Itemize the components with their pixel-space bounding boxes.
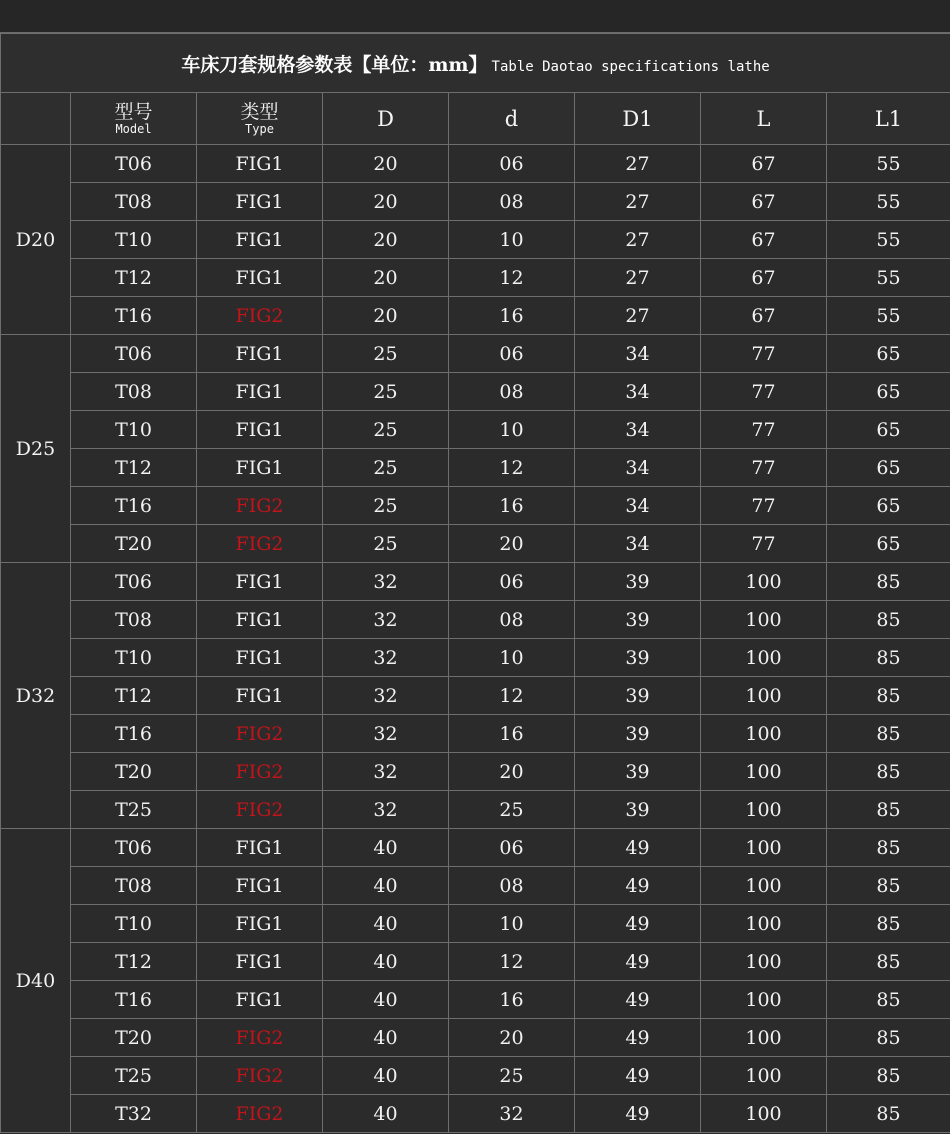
table-row xyxy=(1,1019,950,1057)
header-row xyxy=(1,93,950,145)
cell-d-upper: 40 xyxy=(323,829,449,867)
cell-d1-upper: 49 xyxy=(575,981,701,1019)
cell-type: FIG2 xyxy=(197,1095,323,1133)
cell-l1: 85 xyxy=(827,753,950,791)
cell-d: 20 xyxy=(449,753,575,791)
cell-model: T16 xyxy=(71,297,197,335)
cell-model: T20 xyxy=(71,753,197,791)
cell-type: FIG2 xyxy=(197,791,323,829)
cell-d-upper: 32 xyxy=(323,601,449,639)
cell-l: 100 xyxy=(701,829,827,867)
header-group xyxy=(1,93,71,145)
cell-d-upper: 25 xyxy=(323,411,449,449)
top-bar xyxy=(0,0,950,33)
cell-d1-upper: 27 xyxy=(575,297,701,335)
cell-d-upper: 20 xyxy=(323,297,449,335)
table-row xyxy=(1,639,950,677)
cell-model: T12 xyxy=(71,943,197,981)
cell-d: 08 xyxy=(449,601,575,639)
table-row xyxy=(1,867,950,905)
cell-model: T10 xyxy=(71,905,197,943)
cell-model: T32 xyxy=(71,1095,197,1133)
cell-l1: 85 xyxy=(827,867,950,905)
cell-d: 10 xyxy=(449,905,575,943)
header-type-zh: 类型 xyxy=(240,100,279,123)
cell-l1: 55 xyxy=(827,221,950,259)
cell-d-upper: 20 xyxy=(323,221,449,259)
group-label: D20 xyxy=(1,145,71,335)
table-row xyxy=(1,1095,950,1133)
table-row xyxy=(1,449,950,487)
cell-type: FIG2 xyxy=(197,753,323,791)
cell-d: 08 xyxy=(449,183,575,221)
table-row xyxy=(1,791,950,829)
cell-l: 100 xyxy=(701,981,827,1019)
cell-l1: 85 xyxy=(827,1095,950,1133)
cell-d-upper: 20 xyxy=(323,259,449,297)
table-row xyxy=(1,221,950,259)
cell-type: FIG1 xyxy=(197,221,323,259)
table-row xyxy=(1,563,950,601)
cell-model: T08 xyxy=(71,183,197,221)
cell-l1: 85 xyxy=(827,829,950,867)
spec-table xyxy=(0,33,950,1133)
cell-model: T20 xyxy=(71,1019,197,1057)
header-model xyxy=(71,93,197,145)
cell-model: T16 xyxy=(71,715,197,753)
cell-d: 06 xyxy=(449,335,575,373)
cell-d-upper: 32 xyxy=(323,715,449,753)
cell-model: T08 xyxy=(71,373,197,411)
cell-type: FIG1 xyxy=(197,411,323,449)
cell-d1-upper: 34 xyxy=(575,487,701,525)
table-row xyxy=(1,981,950,1019)
cell-type: FIG1 xyxy=(197,335,323,373)
title-zh: 车床刀套规格参数表【单位：mm】 xyxy=(181,53,488,76)
cell-model: T10 xyxy=(71,639,197,677)
cell-d1-upper: 49 xyxy=(575,905,701,943)
header-L1: L1 xyxy=(827,93,950,145)
cell-type: FIG1 xyxy=(197,639,323,677)
header-d: d xyxy=(449,93,575,145)
header-D: D xyxy=(323,93,449,145)
cell-type: FIG2 xyxy=(197,525,323,563)
title-row xyxy=(1,34,950,93)
cell-d: 10 xyxy=(449,639,575,677)
cell-type: FIG1 xyxy=(197,829,323,867)
cell-l: 100 xyxy=(701,563,827,601)
cell-d1-upper: 34 xyxy=(575,449,701,487)
cell-d: 10 xyxy=(449,411,575,449)
cell-d1-upper: 27 xyxy=(575,183,701,221)
table-row xyxy=(1,715,950,753)
cell-d1-upper: 49 xyxy=(575,1095,701,1133)
cell-l1: 85 xyxy=(827,563,950,601)
cell-d1-upper: 34 xyxy=(575,373,701,411)
cell-d-upper: 32 xyxy=(323,677,449,715)
cell-l: 100 xyxy=(701,677,827,715)
cell-l1: 55 xyxy=(827,259,950,297)
cell-d-upper: 25 xyxy=(323,335,449,373)
cell-l: 100 xyxy=(701,753,827,791)
header-type-en: Type xyxy=(245,121,274,136)
cell-l1: 65 xyxy=(827,525,950,563)
cell-type: FIG1 xyxy=(197,373,323,411)
cell-model: T12 xyxy=(71,259,197,297)
cell-d1-upper: 39 xyxy=(575,563,701,601)
cell-d1-upper: 49 xyxy=(575,867,701,905)
cell-l: 67 xyxy=(701,297,827,335)
cell-d-upper: 25 xyxy=(323,373,449,411)
cell-d-upper: 20 xyxy=(323,183,449,221)
header-D1: D1 xyxy=(575,93,701,145)
cell-d: 08 xyxy=(449,373,575,411)
cell-d: 10 xyxy=(449,221,575,259)
table-row xyxy=(1,1057,950,1095)
group-label: D25 xyxy=(1,335,71,563)
cell-model: T06 xyxy=(71,335,197,373)
cell-d: 12 xyxy=(449,449,575,487)
group-label: D40 xyxy=(1,829,71,1133)
cell-d: 12 xyxy=(449,677,575,715)
cell-d: 20 xyxy=(449,1019,575,1057)
cell-l1: 85 xyxy=(827,981,950,1019)
table-row xyxy=(1,753,950,791)
cell-l: 100 xyxy=(701,601,827,639)
cell-d: 08 xyxy=(449,867,575,905)
header-model-en: Model xyxy=(115,121,152,136)
cell-l1: 85 xyxy=(827,1019,950,1057)
cell-type: FIG1 xyxy=(197,943,323,981)
cell-type: FIG1 xyxy=(197,677,323,715)
table-row xyxy=(1,487,950,525)
cell-type: FIG2 xyxy=(197,297,323,335)
cell-d-upper: 25 xyxy=(323,487,449,525)
cell-d: 16 xyxy=(449,981,575,1019)
cell-type: FIG1 xyxy=(197,981,323,1019)
cell-l1: 65 xyxy=(827,449,950,487)
title-en: Table Daotao specifications lathe xyxy=(491,58,770,75)
cell-l: 77 xyxy=(701,335,827,373)
table-title xyxy=(1,34,950,93)
cell-model: T10 xyxy=(71,411,197,449)
cell-l1: 55 xyxy=(827,297,950,335)
cell-type: FIG1 xyxy=(197,183,323,221)
table-row xyxy=(1,905,950,943)
cell-type: FIG1 xyxy=(197,905,323,943)
cell-d: 20 xyxy=(449,525,575,563)
cell-l: 77 xyxy=(701,411,827,449)
cell-type: FIG1 xyxy=(197,259,323,297)
cell-l1: 65 xyxy=(827,335,950,373)
cell-d: 16 xyxy=(449,297,575,335)
cell-model: T25 xyxy=(71,791,197,829)
cell-d-upper: 32 xyxy=(323,791,449,829)
cell-l: 77 xyxy=(701,373,827,411)
cell-model: T12 xyxy=(71,449,197,487)
cell-l: 100 xyxy=(701,1019,827,1057)
cell-d1-upper: 39 xyxy=(575,715,701,753)
cell-d: 16 xyxy=(449,487,575,525)
cell-l: 77 xyxy=(701,487,827,525)
table-row xyxy=(1,297,950,335)
cell-l: 100 xyxy=(701,905,827,943)
cell-l: 67 xyxy=(701,183,827,221)
cell-l: 67 xyxy=(701,259,827,297)
cell-type: FIG2 xyxy=(197,1019,323,1057)
cell-d-upper: 40 xyxy=(323,905,449,943)
cell-d1-upper: 49 xyxy=(575,1057,701,1095)
cell-model: T06 xyxy=(71,829,197,867)
cell-l: 100 xyxy=(701,943,827,981)
cell-d1-upper: 39 xyxy=(575,639,701,677)
table-row xyxy=(1,183,950,221)
cell-d: 06 xyxy=(449,829,575,867)
table-row xyxy=(1,943,950,981)
cell-d: 12 xyxy=(449,259,575,297)
table-row xyxy=(1,525,950,563)
cell-d1-upper: 39 xyxy=(575,677,701,715)
cell-d-upper: 32 xyxy=(323,639,449,677)
cell-l: 77 xyxy=(701,525,827,563)
cell-d-upper: 40 xyxy=(323,1057,449,1095)
cell-d-upper: 40 xyxy=(323,981,449,1019)
cell-d-upper: 40 xyxy=(323,943,449,981)
cell-l: 67 xyxy=(701,145,827,183)
table-row xyxy=(1,259,950,297)
cell-d1-upper: 34 xyxy=(575,335,701,373)
cell-l1: 85 xyxy=(827,943,950,981)
cell-l1: 85 xyxy=(827,601,950,639)
table-row xyxy=(1,335,950,373)
cell-d-upper: 25 xyxy=(323,449,449,487)
cell-type: FIG2 xyxy=(197,487,323,525)
cell-model: T06 xyxy=(71,563,197,601)
cell-model: T08 xyxy=(71,601,197,639)
cell-type: FIG2 xyxy=(197,715,323,753)
cell-model: T16 xyxy=(71,981,197,1019)
cell-d1-upper: 39 xyxy=(575,791,701,829)
cell-l1: 55 xyxy=(827,183,950,221)
cell-l: 67 xyxy=(701,221,827,259)
cell-type: FIG2 xyxy=(197,1057,323,1095)
cell-l1: 55 xyxy=(827,145,950,183)
cell-l1: 85 xyxy=(827,639,950,677)
cell-d1-upper: 39 xyxy=(575,753,701,791)
cell-d-upper: 20 xyxy=(323,145,449,183)
cell-model: T25 xyxy=(71,1057,197,1095)
cell-d-upper: 40 xyxy=(323,1019,449,1057)
cell-model: T08 xyxy=(71,867,197,905)
cell-model: T20 xyxy=(71,525,197,563)
cell-d-upper: 32 xyxy=(323,563,449,601)
cell-l1: 65 xyxy=(827,373,950,411)
cell-l1: 85 xyxy=(827,715,950,753)
cell-type: FIG1 xyxy=(197,449,323,487)
cell-type: FIG1 xyxy=(197,867,323,905)
cell-l: 100 xyxy=(701,715,827,753)
cell-l1: 85 xyxy=(827,1057,950,1095)
cell-d1-upper: 27 xyxy=(575,259,701,297)
header-model-zh: 型号 xyxy=(114,100,153,123)
cell-d: 12 xyxy=(449,943,575,981)
cell-l: 100 xyxy=(701,1057,827,1095)
cell-d1-upper: 49 xyxy=(575,943,701,981)
cell-l1: 85 xyxy=(827,791,950,829)
cell-d1-upper: 34 xyxy=(575,411,701,449)
header-L: L xyxy=(701,93,827,145)
cell-model: T10 xyxy=(71,221,197,259)
cell-d: 16 xyxy=(449,715,575,753)
cell-d-upper: 40 xyxy=(323,1095,449,1133)
cell-d1-upper: 49 xyxy=(575,829,701,867)
cell-model: T12 xyxy=(71,677,197,715)
cell-l: 100 xyxy=(701,1095,827,1133)
cell-l: 77 xyxy=(701,449,827,487)
header-type xyxy=(197,93,323,145)
cell-d-upper: 25 xyxy=(323,525,449,563)
cell-d-upper: 32 xyxy=(323,753,449,791)
cell-l: 100 xyxy=(701,867,827,905)
cell-l1: 85 xyxy=(827,677,950,715)
group-label: D32 xyxy=(1,563,71,829)
cell-d1-upper: 34 xyxy=(575,525,701,563)
table-body xyxy=(1,145,950,1133)
cell-type: FIG1 xyxy=(197,601,323,639)
cell-type: FIG1 xyxy=(197,145,323,183)
cell-l1: 65 xyxy=(827,411,950,449)
cell-d: 06 xyxy=(449,145,575,183)
cell-d: 06 xyxy=(449,563,575,601)
cell-l1: 65 xyxy=(827,487,950,525)
cell-d1-upper: 27 xyxy=(575,145,701,183)
table-row xyxy=(1,411,950,449)
cell-d1-upper: 27 xyxy=(575,221,701,259)
cell-d1-upper: 39 xyxy=(575,601,701,639)
cell-d-upper: 40 xyxy=(323,867,449,905)
table-row xyxy=(1,373,950,411)
cell-model: T16 xyxy=(71,487,197,525)
cell-d: 25 xyxy=(449,791,575,829)
cell-type: FIG1 xyxy=(197,563,323,601)
table-row xyxy=(1,601,950,639)
cell-d1-upper: 49 xyxy=(575,1019,701,1057)
cell-l: 100 xyxy=(701,791,827,829)
cell-d: 25 xyxy=(449,1057,575,1095)
table-row xyxy=(1,829,950,867)
cell-l: 100 xyxy=(701,639,827,677)
cell-l1: 85 xyxy=(827,905,950,943)
table-row xyxy=(1,677,950,715)
cell-model: T06 xyxy=(71,145,197,183)
cell-d: 32 xyxy=(449,1095,575,1133)
table-row xyxy=(1,145,950,183)
